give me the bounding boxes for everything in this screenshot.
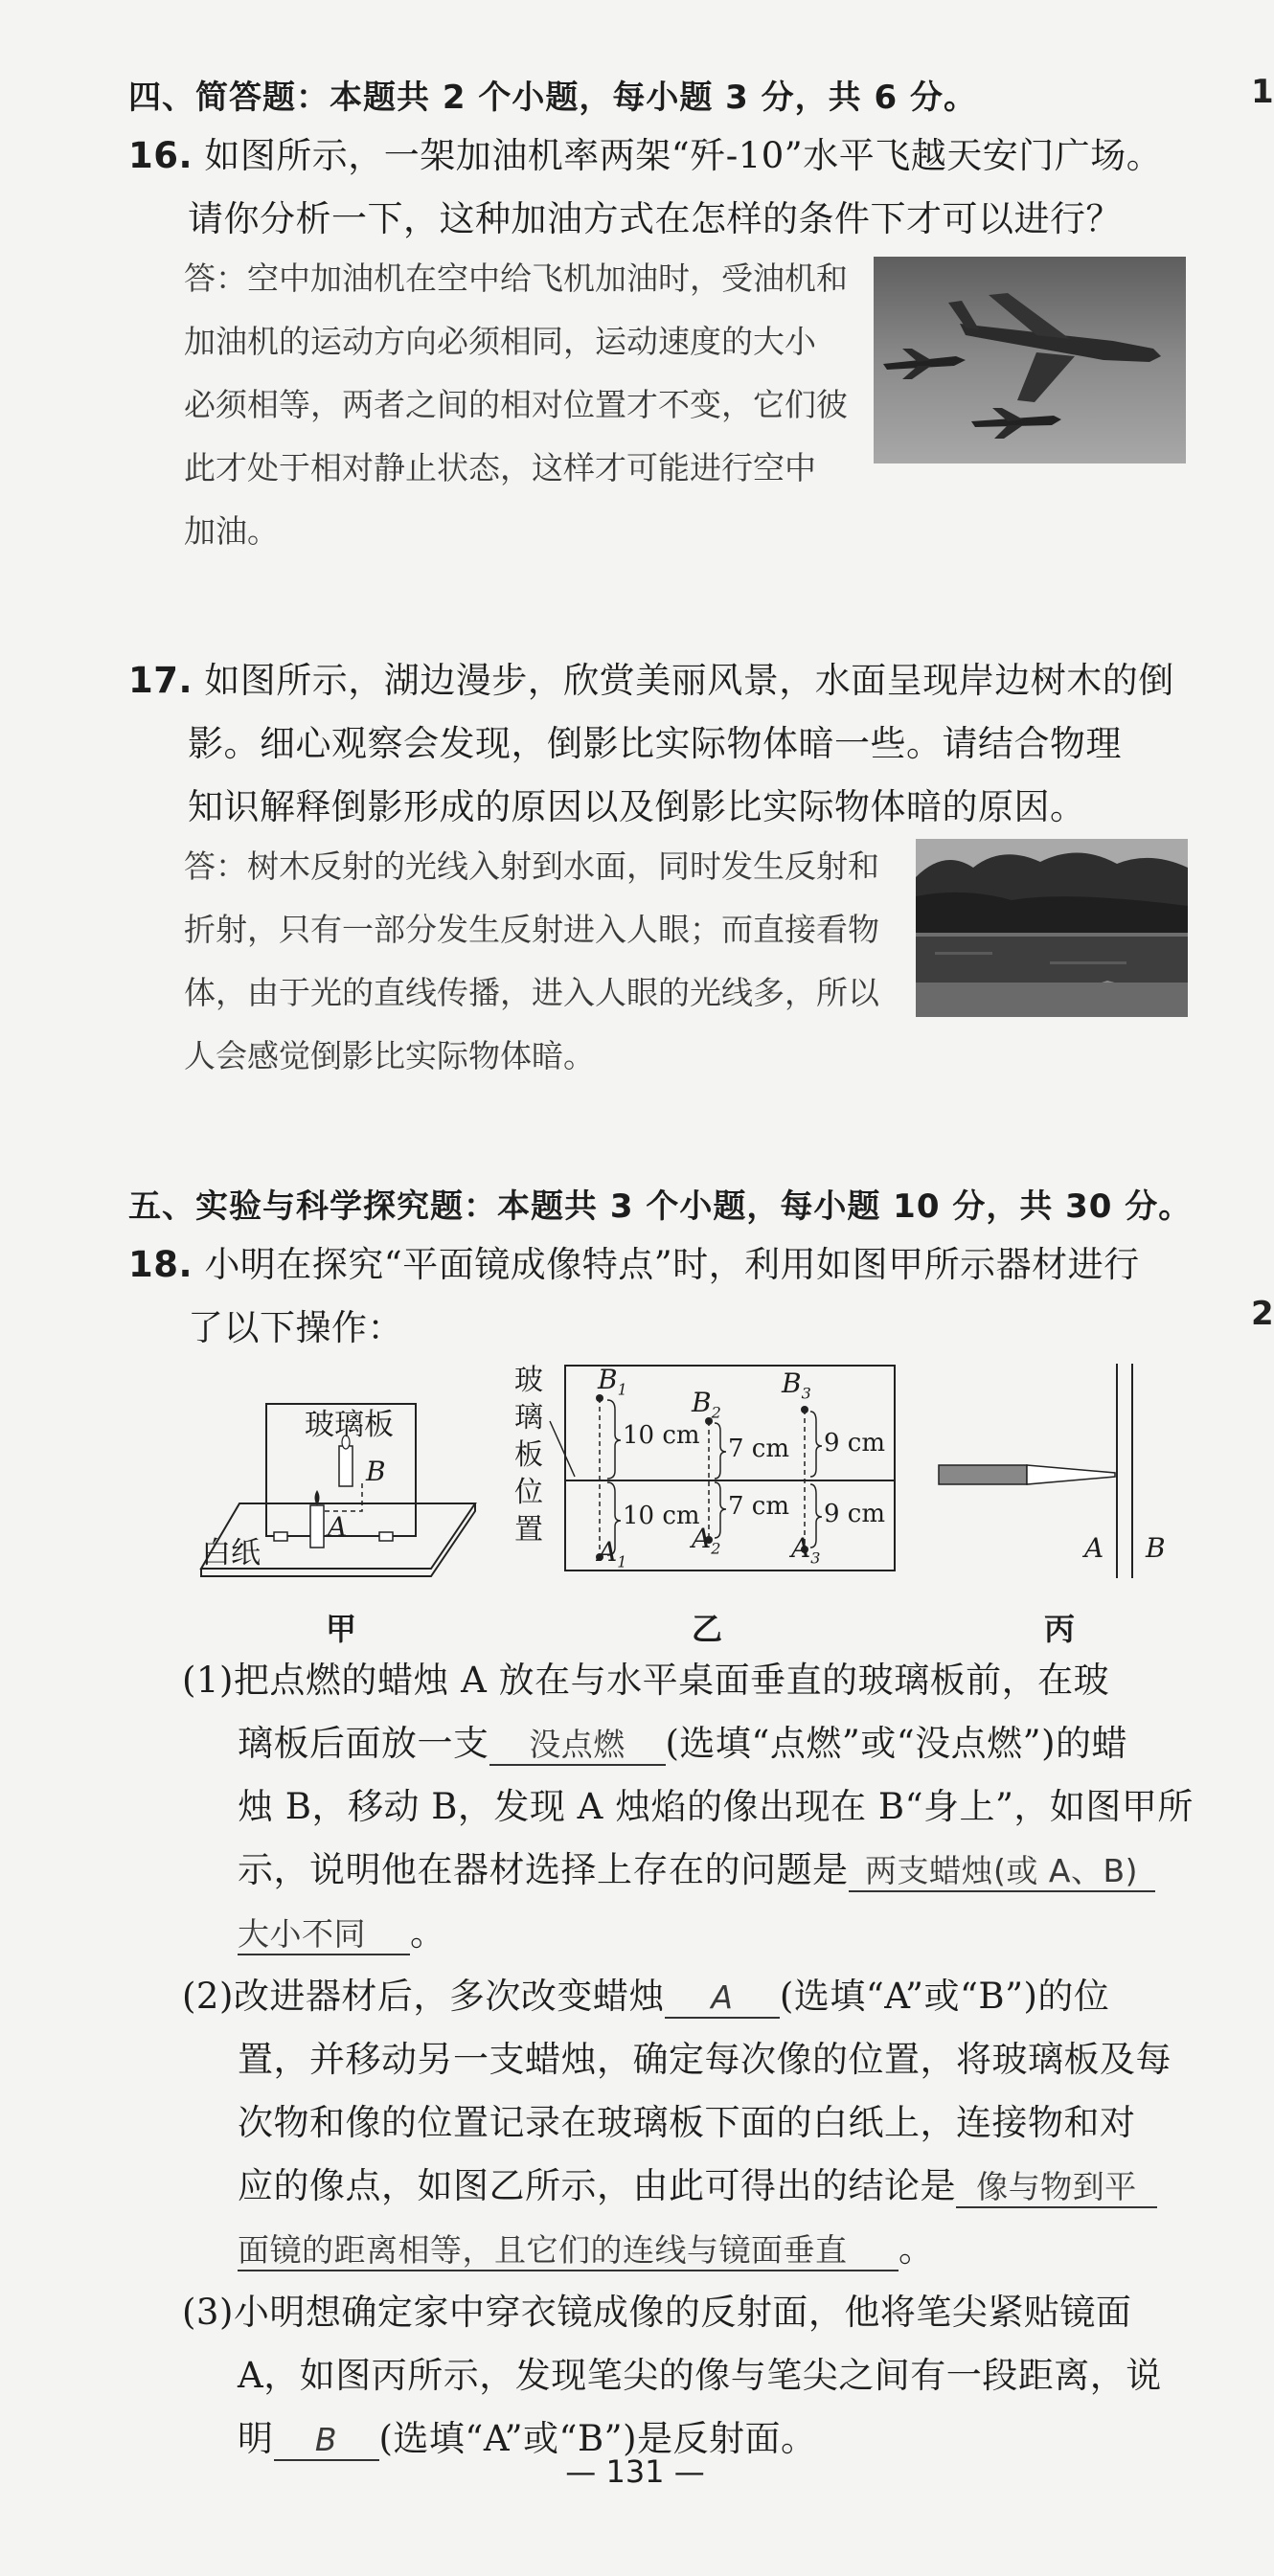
q17-number: 17. <box>128 660 193 701</box>
fig-yi-A1: $A_1$ <box>598 1536 627 1571</box>
q18-p3-line2: A，如图丙所示，发现笔尖的像与笔尖之间有一段距离，说 <box>238 2355 1162 2396</box>
fig-yi-A2: $A_2$ <box>692 1523 721 1558</box>
q17-answer-2: 折射，只有一部分发生反射进入人眼；而直接看物 <box>184 911 879 948</box>
q18-p1-blank2-cont: 大小不同 <box>238 1915 410 1955</box>
q18-p1-line3: 烛 B，移动 B，发现 A 烛焰的像出现在 B“身上”，如图甲所 <box>238 1786 1194 1827</box>
fig-yi-B3: $B_3$ <box>782 1367 811 1403</box>
fig-jia-A-label: A <box>328 1511 348 1543</box>
q18-p2-line1: (2)改进器材后，多次改变蜡烛 A (选填“A”或“B”)的位 <box>182 1976 1110 2017</box>
q16-answer-3: 必须相等，两者之间的相对位置才不变，它们彼 <box>184 386 848 423</box>
fig-yi-B1: $B_1$ <box>598 1364 627 1399</box>
fig-yi-dist-upper-1: 10 cm <box>623 1421 700 1450</box>
q18-p2-line5: 面镜的距离相等，且它们的连线与镜面垂直 。 <box>238 2228 935 2270</box>
q18-p2-blank1: A <box>665 1978 780 2019</box>
page-number: — 131 — <box>565 2453 705 2490</box>
fig-yi-side-char-1: 玻 <box>514 1364 543 1397</box>
q18-p3-blank1: B <box>274 2421 379 2461</box>
q18-p1-blank1: 没点燃 <box>489 1726 666 1766</box>
fig-yi-caption: 乙 <box>692 1611 723 1647</box>
margin-number-top: 1 <box>1251 73 1274 111</box>
fig-bing-caption: 丙 <box>1044 1611 1076 1647</box>
fig-yi-dist-lower-3: 9 cm <box>824 1500 886 1528</box>
figure-bing <box>939 1364 1169 1578</box>
fig-jia-caption: 甲 <box>326 1611 357 1647</box>
q18-p2-line4: 应的像点，如图乙所示，由此可得出的结论是 像与物到平 <box>238 2155 1157 2218</box>
q18-line1 <box>128 1233 1140 1297</box>
fig-yi-side-char-4: 位 <box>514 1476 543 1509</box>
q18-p2-blank2-cont: 面镜的距离相等，且它们的连线与镜面垂直 <box>238 2231 899 2271</box>
q18-p3-line3: 明 B (选填“A”或“B”)是反射面。 <box>238 2418 817 2459</box>
fig-yi-side-char-5: 置 <box>514 1513 543 1547</box>
q17-text-1: 如图所示，湖边漫步，欣赏美丽风景，水面呈现岸边树木的倒 <box>204 660 1174 701</box>
q18-p1-line1: (1)把点燃的蜡烛 A 放在与水平桌面垂直的玻璃板前，在玻 <box>182 1660 1110 1701</box>
q17-line1 <box>128 649 1174 712</box>
q17-answer-1: 答：树木反射的光线入射到水面，同时发生反射和 <box>184 847 879 885</box>
refueling-aircraft-photo <box>874 257 1186 463</box>
q16-answer-4: 此才处于相对静止状态，这样才可能进行空中 <box>184 449 816 486</box>
q18-number: 18. <box>128 1244 193 1285</box>
q16-answer-5: 加油。 <box>184 512 279 550</box>
fig-bing-B-label: B <box>1146 1532 1166 1564</box>
q18-p1-line4: 示，说明他在器材选择上存在的问题是 两支蜡烛(或 A、B) <box>238 1839 1155 1902</box>
section-4-title: 四、简答题：本题共 2 个小题，每小题 3 分，共 6 分。 <box>128 79 977 117</box>
q17-answer-4: 人会感觉倒影比实际物体暗。 <box>184 1037 595 1074</box>
fig-jia-glass-label: 玻璃板 <box>305 1408 394 1442</box>
fig-yi-side-char-2: 璃 <box>514 1401 543 1435</box>
q18-p2-line3: 次物和像的位置记录在玻璃板下面的白纸上，连接物和对 <box>238 2102 1136 2143</box>
fig-jia-paper-label: 白纸 <box>201 1536 261 1570</box>
fig-yi-side-char-3: 板 <box>514 1438 543 1472</box>
q18-p3-line1: (3)小明想确定家中穿衣镜成像的反射面，他将笔尖紧贴镜面 <box>182 2292 1132 2333</box>
fig-yi-dist-upper-2: 7 cm <box>728 1435 790 1463</box>
q18-p1-line5: 大小不同 。 <box>238 1912 446 1954</box>
margin-number-mid: 2 <box>1251 1295 1274 1333</box>
q17-answer-3: 体，由于光的直线传播，进入人眼的光线多，所以 <box>184 974 879 1011</box>
q18-p2-blank2: 像与物到平 <box>956 2168 1157 2208</box>
q17-line3: 知识解释倒影形成的原因以及倒影比实际物体暗的原因。 <box>188 786 1086 827</box>
fig-yi-B2: $B_2$ <box>692 1387 721 1422</box>
q18-line2: 了以下操作： <box>188 1307 403 1348</box>
q18-text-1: 小明在探究“平面镜成像特点”时，利用如图甲所示器材进行 <box>204 1244 1140 1285</box>
q16-number: 16. <box>128 135 193 176</box>
q18-p2-line2: 置，并移动另一支蜡烛，确定每次像的位置，将玻璃板及每 <box>238 2039 1172 2080</box>
q18-p1-line2: 璃板后面放一支 没点燃 (选填“点燃”或“没点燃”)的蜡 <box>238 1723 1128 1764</box>
fig-yi-dist-lower-2: 7 cm <box>728 1492 790 1521</box>
q17-line2: 影。细心观察会发现，倒影比实际物体暗一些。请结合物理 <box>188 723 1122 764</box>
q16-answer-1: 答：空中加油机在空中给飞机加油时，受油机和 <box>184 260 848 297</box>
q16-answer-2: 加油机的运动方向必须相同，运动速度的大小 <box>184 323 816 360</box>
fig-yi-A3: $A_3$ <box>791 1532 821 1568</box>
q16-line1 <box>128 124 1162 188</box>
fig-yi-dist-lower-1: 10 cm <box>623 1502 700 1530</box>
lake-reflection-photo <box>916 839 1188 1017</box>
q16-line2: 请你分析一下，这种加油方式在怎样的条件下才可以进行？ <box>188 198 1122 239</box>
fig-bing-A-label: A <box>1084 1532 1104 1564</box>
figure-yi <box>536 1360 916 1576</box>
q16-text-1: 如图所示，一架加油机率两架“歼-10”水平飞越天安门广场。 <box>204 135 1163 176</box>
fig-jia-B-label: B <box>366 1456 386 1487</box>
fig-yi-dist-upper-3: 9 cm <box>824 1429 886 1457</box>
q18-p1-blank2: 两支蜡烛(或 A、B) <box>849 1852 1155 1892</box>
section-5-title: 五、实验与科学探究题：本题共 3 个小题，每小题 10 分，共 30 分。 <box>128 1187 1193 1226</box>
